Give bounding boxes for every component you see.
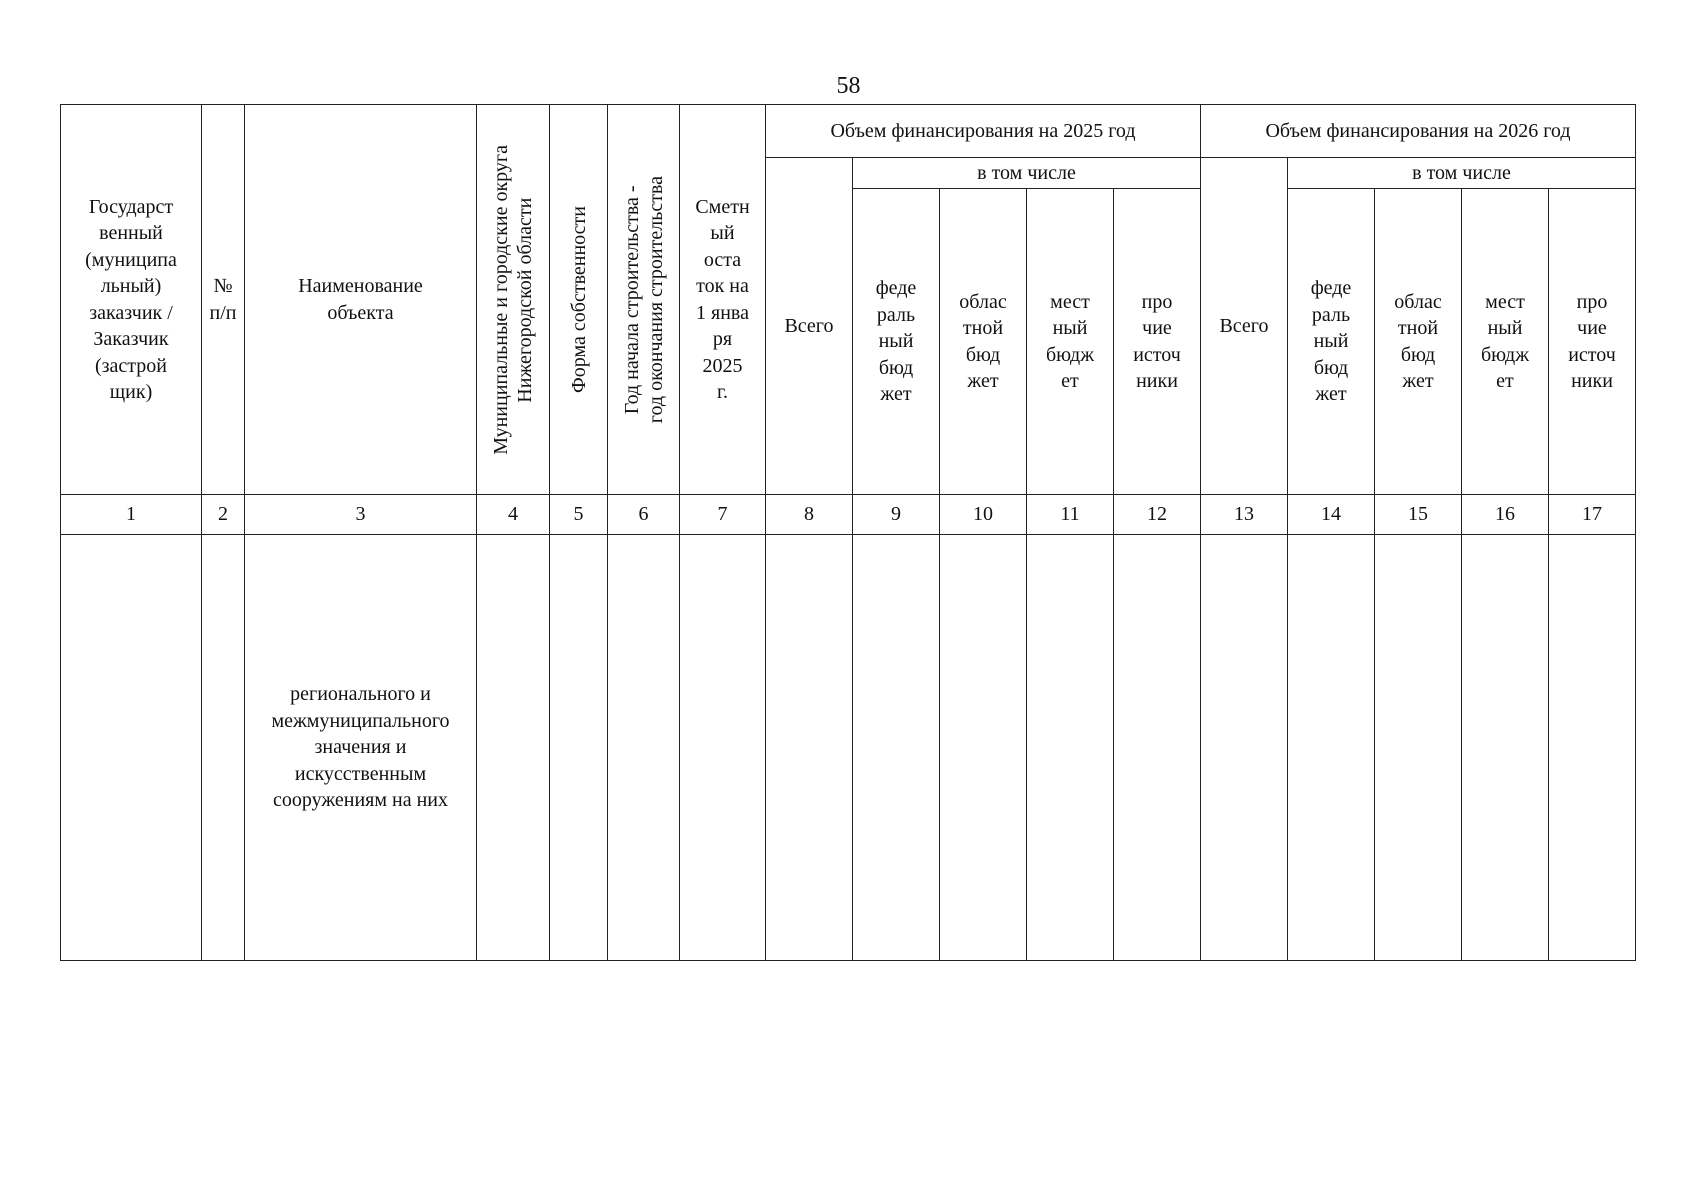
header-federal-2026: феде раль ный бюд жет (1288, 189, 1375, 495)
column-number: 16 (1462, 495, 1549, 535)
header-federal-2025: феде раль ный бюд жет (853, 189, 940, 495)
cell-federal-2025 (853, 535, 940, 961)
header-local-2026: мест ный бюдж ет (1462, 189, 1549, 495)
cell-federal-2026 (1288, 535, 1375, 961)
column-number: 13 (1201, 495, 1288, 535)
column-number: 2 (202, 495, 245, 535)
column-number: 6 (608, 495, 680, 535)
column-number: 14 (1288, 495, 1375, 535)
header-total-2026: Всего (1201, 158, 1288, 495)
column-number: 15 (1375, 495, 1462, 535)
header-total-2025: Всего (766, 158, 853, 495)
header-estimated-balance: Сметн ый оста ток на 1 янва ря 2025 г. (680, 105, 766, 495)
header-local-2025: мест ный бюдж ет (1027, 189, 1114, 495)
column-number: 4 (477, 495, 550, 535)
cell-balance (680, 535, 766, 961)
header-regional-2026: облас тной бюд жет (1375, 189, 1462, 495)
column-number: 7 (680, 495, 766, 535)
cell-total-2025 (766, 535, 853, 961)
cell-regional-2026 (1375, 535, 1462, 961)
cell-regional-2025 (940, 535, 1027, 961)
cell-number (202, 535, 245, 961)
column-number: 8 (766, 495, 853, 535)
header-construction-years: Год начала строительства - год окончания строительства (608, 105, 680, 495)
column-number: 1 (61, 495, 202, 535)
cell-ownership (550, 535, 608, 961)
header-including-2026: в том числе (1288, 158, 1636, 189)
cell-total-2026 (1201, 535, 1288, 961)
cell-municipality (477, 535, 550, 961)
column-number: 17 (1549, 495, 1636, 535)
header-customer: Государст венный (муниципа льный) заказчик / Заказчик (застрой щик) (61, 105, 202, 495)
header-including-2025: в том числе (853, 158, 1201, 189)
header-number: № п/п (202, 105, 245, 495)
column-number: 10 (940, 495, 1027, 535)
column-number: 3 (245, 495, 477, 535)
header-other-2026: про чие источ ники (1549, 189, 1636, 495)
cell-customer (61, 535, 202, 961)
header-financing-2025: Объем финансирования на 2025 год (766, 105, 1201, 158)
header-other-2025: про чие источ ники (1114, 189, 1201, 495)
column-number: 5 (550, 495, 608, 535)
cell-other-2025 (1114, 535, 1201, 961)
page-number: 58 (836, 73, 861, 99)
table-row (61, 535, 1636, 961)
cell-local-2026 (1462, 535, 1549, 961)
header-ownership-form: Форма собственности (550, 105, 608, 495)
header-object-name: Наименование объекта (245, 105, 477, 495)
financing-table (60, 104, 1636, 961)
column-number: 9 (853, 495, 940, 535)
header-financing-2026: Объем финансирования на 2026 год (1201, 105, 1636, 158)
column-numbers-row (61, 495, 1636, 535)
cell-other-2026 (1549, 535, 1636, 961)
column-number: 12 (1114, 495, 1201, 535)
cell-years (608, 535, 680, 961)
header-regional-2025: облас тной бюд жет (940, 189, 1027, 495)
column-number: 11 (1027, 495, 1114, 535)
cell-object-name: регионального и межмуниципального значения и искусственным сооружениям на них (245, 535, 477, 961)
cell-local-2025 (1027, 535, 1114, 961)
header-municipalities: Муниципальные и городские округа Нижегородской области (477, 105, 550, 495)
